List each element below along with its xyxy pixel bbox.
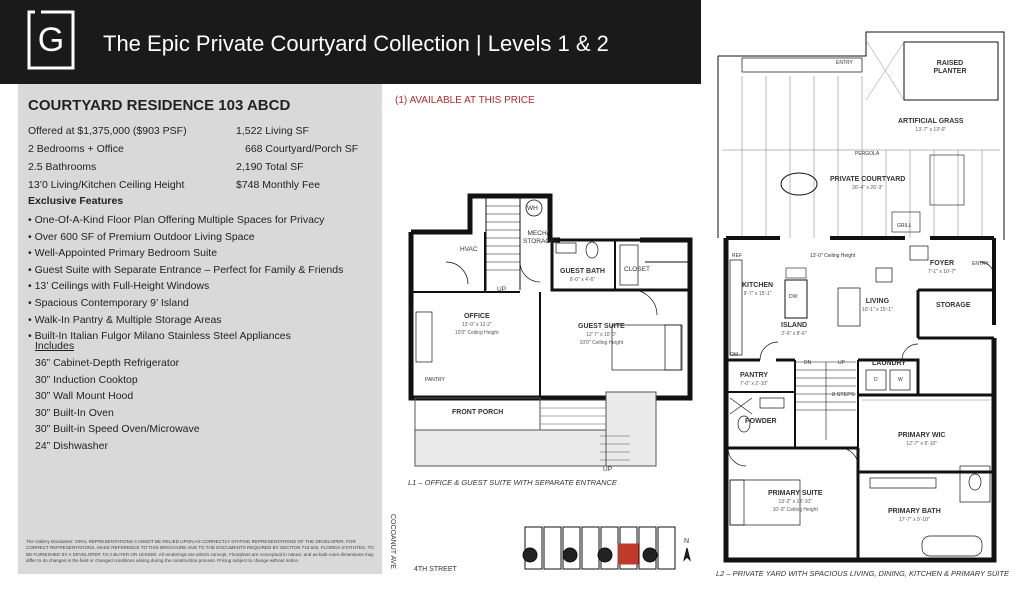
fact-living-sf: 1,522 Living SF (236, 125, 309, 137)
l1-up2-label: UP (603, 466, 613, 473)
l1-guest-suite-label: GUEST SUITE 12' 7" x 10' 0" 10'0" Ceiling Height (578, 323, 625, 346)
l2-primary-suite-label: PRIMARY SUITE 13'-2" x 13'-10" 10'-0" Ceiling Height (768, 490, 823, 513)
l2-private-courtyard-label: PRIVATE COURTYARD 26'-4" x 26'-3" (830, 176, 906, 191)
page-title: The Epic Private Courtyard Collection | Levels 1 & 2 (103, 31, 609, 56)
l2-raised-planter-label: RAISED PLANTER (933, 60, 967, 75)
fact-price: Offered at $1,375,000 ($903 PSF) (28, 125, 187, 137)
cocoanut-ave-label: COCOANUT AVE (389, 514, 396, 569)
include-item: 30” Wall Mount Hood (35, 390, 134, 402)
l2-entry-side-label: ENTRY (972, 261, 989, 267)
l2-up-label: UP (838, 360, 845, 366)
l1-closet-label: CLOSET (624, 266, 651, 273)
l1-hvac-label: HVAC (460, 246, 478, 253)
feature-item: • Well-Appointed Primary Bedroom Suite (28, 247, 218, 260)
level1-caption: L1 – OFFICE & GUEST SUITE WITH SEPARATE ENTRANCE (408, 478, 617, 487)
level2-caption: L2 – PRIVATE YARD WITH SPACIOUS LIVING, DINING, KITCHEN & PRIMARY SUITE (716, 569, 1009, 578)
l2-ref-label: REF (732, 253, 742, 259)
l2-dn-label: DN (804, 360, 812, 366)
l2-grill-label: GRILL (897, 223, 912, 229)
highlighted-unit-marker (618, 544, 638, 564)
l2-storage-label: STORAGE (936, 302, 971, 309)
north-arrow-label: N (684, 538, 690, 545)
l2-steps-label: 8 STEPS (832, 392, 855, 398)
l1-pantry-label: PANTRY (425, 377, 445, 383)
fact-bedrooms: 2 Bedrooms + Office (28, 143, 124, 155)
fact-ceiling: 13’0 Living/Kitchen Ceiling Height (28, 179, 185, 191)
l2-foyer-label: FOYER 7'-1" x 10'-7" (928, 260, 956, 275)
l1-mech-label: MECH/ STORAGE (523, 230, 555, 245)
features-title: Exclusive Features (28, 195, 124, 207)
feature-item: • 13’ Ceilings with Full-Height Windows (28, 280, 210, 293)
l2-om-label: OM (730, 352, 739, 358)
include-item: 24” Dishwasher (35, 439, 108, 452)
l2-powder-label: POWDER (745, 418, 777, 425)
svg-text:G: G (37, 21, 65, 59)
l1-up-label: UP (497, 286, 507, 293)
l2-primary-bath-label: PRIMARY BATH 17'-7" x 9'-10" (888, 508, 941, 523)
l1-guest-bath-label: GUEST BATH 8'-0" x 4'-6" (560, 268, 605, 283)
l2-washer-label: W (898, 377, 903, 383)
l2-entry-top-label: ENTRY (836, 60, 853, 66)
feature-item: • Spacious Contemporary 9’ Island (28, 296, 189, 309)
fourth-street-label: 4TH STREET (414, 566, 457, 573)
feature-item: • Over 600 SF of Premium Outdoor Living Space (28, 230, 255, 243)
l2-island-label: ISLAND 2'-6" x 8'-6" (781, 322, 808, 337)
residence-title: COURTYARD RESIDENCE 103 ABCD (28, 97, 291, 114)
include-item: 30” Built-in Speed Oven/Microwave (35, 423, 200, 435)
l2-artificial-grass-label: ARTIFICIAL GRASS 13'-7" x 13'-0" (898, 118, 964, 133)
feature-item: • Guest Suite with Separate Entrance – Perfect for Family & Friends (28, 263, 344, 276)
fact-bathrooms: 2.5 Bathrooms (28, 161, 97, 173)
feature-item: • Built-In Italian Fulgor Milano Stainless Steel Appliances (28, 330, 291, 343)
l2-ceiling-note: 13'-0" Ceiling Height (810, 253, 856, 259)
l1-front-porch-label: FRONT PORCH (452, 409, 504, 416)
feature-item: • One-Of-A-Kind Floor Plan Offering Multiple Spaces for Privacy (28, 214, 325, 226)
l2-dryer-label: D (874, 377, 878, 383)
l1-wh-label: WH (527, 205, 538, 212)
include-item: 30” Induction Cooktop (35, 373, 138, 386)
l1-office-label: OFFICE 13'-0" x 12-2" 10'0" Ceiling Height (455, 313, 499, 336)
fact-total-sf: 2,190 Total SF (236, 161, 304, 173)
includes-title: Includes (35, 340, 75, 352)
l2-dw-label: DW (789, 294, 798, 300)
l2-pantry-label: PANTRY 7'-0" x 2'-10" (740, 372, 768, 387)
l2-primary-wic-label: PRIMARY WIC 12'-7" x 9'-10" (898, 432, 946, 447)
availability-note: (1) AVAILABLE AT THIS PRICE (395, 95, 535, 106)
fact-courtyard-sf: 668 Courtyard/Porch SF (245, 143, 359, 155)
l2-kitchen-label: KITCHEN 9'-7" x 15'-1" (742, 282, 774, 297)
feature-item: • Walk-In Pantry & Multiple Storage Areas (28, 313, 222, 326)
site-key (523, 527, 690, 569)
l2-living-label: LIVING 10'-1" x 15'-1" (862, 298, 893, 313)
l2-laundry-label: LAUNDRY (872, 360, 906, 367)
l2-pergola-label: PERGOLA (855, 151, 880, 157)
include-item: 30” Built-In Oven (35, 406, 114, 419)
fact-monthly-fee: $748 Monthly Fee (236, 179, 321, 191)
legal-disclaimer: The Gallery Disclaimer: ORAL REPRESENTATIONS CANNOT BE RELIED UPON AS CORRECTLY STATING REPRESENTATIONS OF THE DEVELOPER. FOR CORRECT REPRESENTATIONS, MAKE REFERENCE TO THIS BROCHURE AND TO THE DOCUMENTS REQUIRED BY SECTION 718.503, FLORIDA STATUTES, TO BE FURNISHED BY A DEVELOPER TO A BUYER OR LESSEE. All renderings are artist's concept. Floorplans are conceptual in nature, and as-built room dimensions may differ to do changes in the field or changed conditions arising during the construction process. Pricing subject to change without notice. (26, 539, 374, 564)
include-item: 36” Cabinet-Depth Refrigerator (35, 357, 180, 369)
